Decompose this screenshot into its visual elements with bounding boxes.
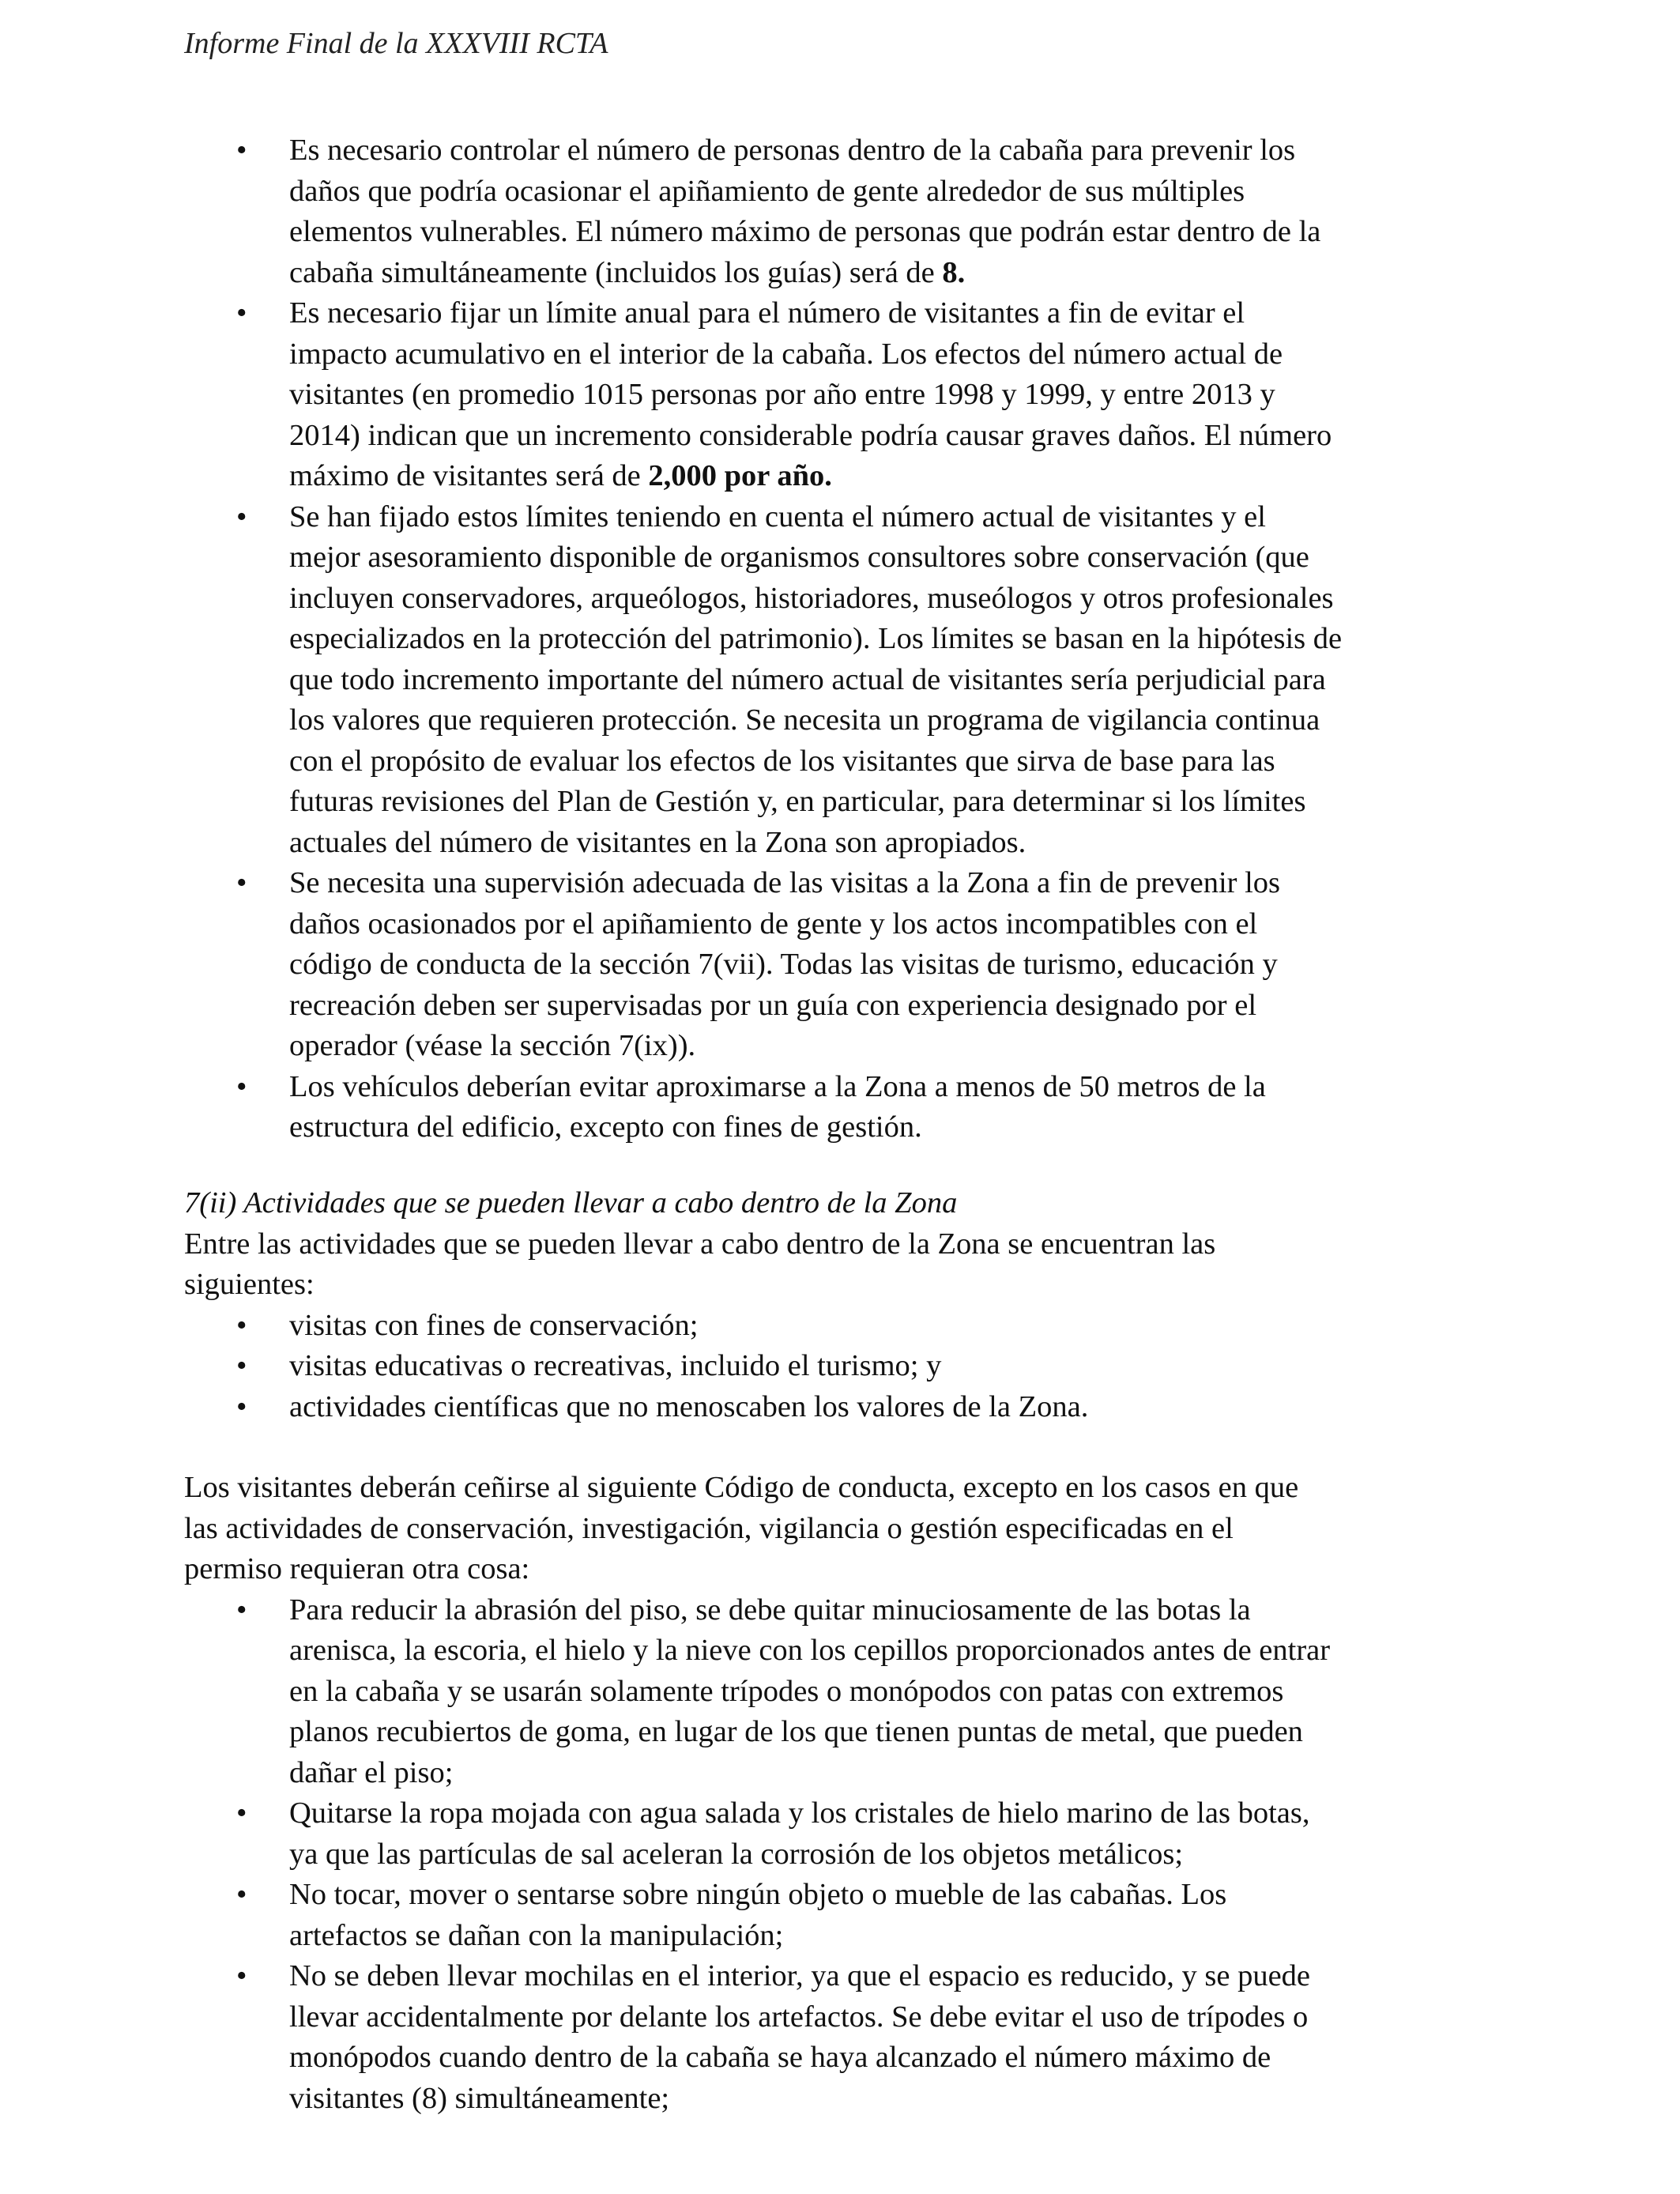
text-run: Es necesario controlar el número de personas dentro de la cabaña para prevenir los	[289, 134, 1296, 167]
text-line	[289, 416, 1527, 457]
text-line	[289, 2079, 1527, 2120]
list-item	[184, 1590, 1527, 1794]
text-line	[289, 986, 1527, 1027]
text-run: estructura del edificio, excepto con fines de gestión.	[289, 1110, 922, 1144]
text-run: No se deben llevar mochilas en el interior, ya que el espacio es reducido, y se puede	[289, 1959, 1311, 1992]
bullet-list	[184, 130, 1527, 1148]
bullet-icon: •	[236, 1878, 247, 1911]
section-3	[184, 1468, 1527, 2119]
text-run: Para reducir la abrasión del piso, se debe quitar minuciosamente de las botas la	[289, 1593, 1251, 1627]
text-line	[289, 1630, 1527, 1672]
bullet-icon: •	[236, 1349, 247, 1382]
section-intro	[184, 1468, 1527, 1590]
text-line	[289, 823, 1527, 864]
text-line	[289, 1712, 1527, 1753]
list-item	[184, 293, 1527, 497]
text-line	[289, 1026, 1527, 1067]
list-item	[184, 1875, 1527, 1956]
text-run: recreación deben ser supervisadas por un guía con experiencia designado por el	[289, 988, 1257, 1022]
text-run: Se han fijado estos límites teniendo en cuenta el número actual de visitantes y el	[289, 499, 1266, 533]
text-line	[289, 375, 1527, 416]
text-line	[289, 579, 1527, 620]
section-intro	[184, 1224, 1527, 1306]
text-run: incluyen conservadores, arqueólogos, historiadores, museólogos y otros profesionales	[289, 581, 1334, 615]
text-line	[289, 904, 1527, 945]
text-line	[289, 456, 1527, 497]
text-line	[289, 1067, 1527, 1108]
text-run: que todo incremento importante del número actual de visitantes sería perjudicial para	[289, 662, 1326, 696]
text-line	[289, 863, 1527, 904]
list-item	[184, 130, 1527, 293]
bullet-icon: •	[236, 1069, 247, 1103]
text-line	[289, 1590, 1527, 1631]
text-line	[289, 741, 1527, 782]
list-item	[184, 1306, 1527, 1347]
text-line	[289, 172, 1527, 213]
list-item	[184, 863, 1527, 1067]
text-run: elementos vulnerables. El número máximo de personas que podrán estar dentro de la	[289, 215, 1321, 248]
bullet-list	[184, 1590, 1527, 2120]
text-line	[289, 660, 1527, 701]
text-line	[289, 293, 1527, 334]
text-run: visitantes (en promedio 1015 personas por año entre 1998 y 1999, y entre 2013 y	[289, 378, 1275, 411]
text-run: especializados en la protección del patrimonio). Los límites se basan en la hipótesis de	[289, 622, 1343, 655]
text-run: planos recubiertos de goma, en lugar de los que tienen puntas de metal, que pueden	[289, 1715, 1303, 1748]
text-line	[289, 212, 1527, 253]
running-header: Informe Final de la XXXVIII RCTA	[184, 27, 608, 60]
text-run: arenisca, la escoria, el hielo y la nieve con los cepillos proporcionados antes de entrar	[289, 1634, 1331, 1667]
text-run: con el propósito de evaluar los efectos de los visitantes que sirva de base para las	[289, 744, 1275, 778]
text-run: llevar accidentalmente por delante los artefactos. Se debe evitar el uso de trípodes o	[289, 2000, 1309, 2034]
bullet-icon: •	[236, 1796, 247, 1830]
text-line	[289, 1753, 1527, 1794]
text-line	[289, 2038, 1527, 2079]
text-run: No tocar, mover o sentarse sobre ningún objeto o mueble de las cabañas. Los	[289, 1878, 1227, 1911]
bullet-icon: •	[236, 1389, 247, 1423]
text-run: visitantes (8) simultáneamente;	[289, 2081, 670, 2115]
text-line	[289, 619, 1527, 660]
text-run: cabaña simultáneamente (incluidos los guías) será de	[289, 255, 943, 289]
text-run: máximo de visitantes será de	[289, 459, 649, 492]
text-run: Se necesita una supervisión adecuada de las visitas a la Zona a fin de prevenir los	[289, 866, 1281, 899]
text-line	[289, 944, 1527, 986]
section-1	[184, 130, 1527, 1148]
bullet-icon: •	[236, 866, 247, 899]
text-run: daños ocasionados por el apiñamiento de gente y los actos incompatibles con el	[289, 907, 1258, 941]
text-run: dañar el piso;	[289, 1755, 454, 1789]
section-2	[184, 1183, 1527, 1427]
text-run: en la cabaña y se usarán solamente trípodes o monópodos con patas con extremos	[289, 1674, 1284, 1708]
text-run: código de conducta de la sección 7(vii). Todas las visitas de turismo, educación y	[289, 948, 1278, 981]
text-line	[289, 334, 1527, 375]
section-heading: 7(ii) Actividades que se pueden llevar a cabo dentro de la Zona	[184, 1186, 958, 1220]
text-line	[289, 1306, 1527, 1347]
text-line	[289, 1875, 1527, 1916]
text-line	[289, 782, 1527, 823]
list-item	[184, 1793, 1527, 1875]
text-line	[289, 130, 1527, 172]
text-run: monópodos cuando dentro de la cabaña se haya alcanzado el número máximo de	[289, 2041, 1271, 2074]
bullet-icon: •	[236, 1959, 247, 1992]
bullet-icon: •	[236, 134, 247, 167]
text-line	[289, 1916, 1527, 1957]
text-run: futuras revisiones del Plan de Gestión y, en particular, para determinar si los límites	[289, 785, 1306, 818]
text-run: operador (véase la sección 7(ix)).	[289, 1029, 696, 1062]
text-run: 2014) indican que un incremento considerable podría causar graves daños. El número	[289, 418, 1332, 452]
list-item	[184, 1387, 1527, 1428]
bullet-icon: •	[236, 499, 247, 533]
text-run: impacto acumulativo en el interior de la cabaña. Los efectos del número actual de	[289, 337, 1283, 371]
text-line: permiso requieran otra cosa:	[184, 1552, 530, 1585]
text-line	[289, 497, 1527, 538]
list-item	[184, 497, 1527, 864]
text-run: mejor asesoramiento disponible de organismos consultores sobre conservación (que	[289, 541, 1309, 574]
bullet-icon: •	[236, 296, 247, 330]
text-line	[289, 1997, 1527, 2038]
text-run: Es necesario fijar un límite anual para el número de visitantes a fin de evitar el	[289, 296, 1245, 330]
text-line	[289, 700, 1527, 741]
text-run: ya que las partículas de sal aceleran la corrosión de los objetos metálicos;	[289, 1837, 1184, 1871]
list-item	[184, 1956, 1527, 2119]
text-line: las actividades de conservación, investigación, vigilancia o gestión especificadas en el	[184, 1511, 1234, 1545]
text-run: visitas con fines de conservación;	[289, 1308, 699, 1342]
text-run: Los vehículos deberían evitar aproximarse a la Zona a menos de 50 metros de la	[289, 1069, 1266, 1103]
text-run: actuales del número de visitantes en la Zona son apropiados.	[289, 825, 1026, 859]
bullet-icon: •	[236, 1593, 247, 1627]
text-line	[289, 1387, 1527, 1428]
text-line	[289, 253, 1527, 294]
text-line	[289, 537, 1527, 579]
text-line: Los visitantes deberán ceñirse al siguiente Código de conducta, excepto en los casos en que	[184, 1471, 1299, 1504]
text-line: Entre las actividades que se pueden llevar a cabo dentro de la Zona se encuentran las	[184, 1227, 1216, 1261]
text-line	[289, 1834, 1527, 1875]
text-run: Quitarse la ropa mojada con agua salada y los cristales de hielo marino de las botas,	[289, 1796, 1310, 1830]
bold-text: 8.	[942, 255, 966, 289]
text-run: artefactos se dañan con la manipulación;	[289, 1918, 784, 1952]
text-line	[289, 1346, 1527, 1387]
bullet-icon: •	[236, 1308, 247, 1342]
bold-text: 2,000 por año.	[648, 459, 832, 492]
list-item	[184, 1346, 1527, 1387]
text-line	[289, 1956, 1527, 1997]
text-run: los valores que requieren protección. Se necesita un programa de vigilancia continua	[289, 703, 1320, 737]
list-item	[184, 1067, 1527, 1148]
text-run: visitas educativas o recreativas, incluido el turismo; y	[289, 1349, 942, 1382]
text-run: daños que podría ocasionar el apiñamiento de gente alrededor de sus múltiples	[289, 174, 1245, 208]
text-line	[289, 1107, 1527, 1148]
text-line	[289, 1793, 1527, 1834]
text-run: actividades científicas que no menoscaben los valores de la Zona.	[289, 1389, 1089, 1423]
text-line	[289, 1672, 1527, 1713]
text-line: siguientes:	[184, 1268, 315, 1301]
bullet-list	[184, 1306, 1527, 1428]
